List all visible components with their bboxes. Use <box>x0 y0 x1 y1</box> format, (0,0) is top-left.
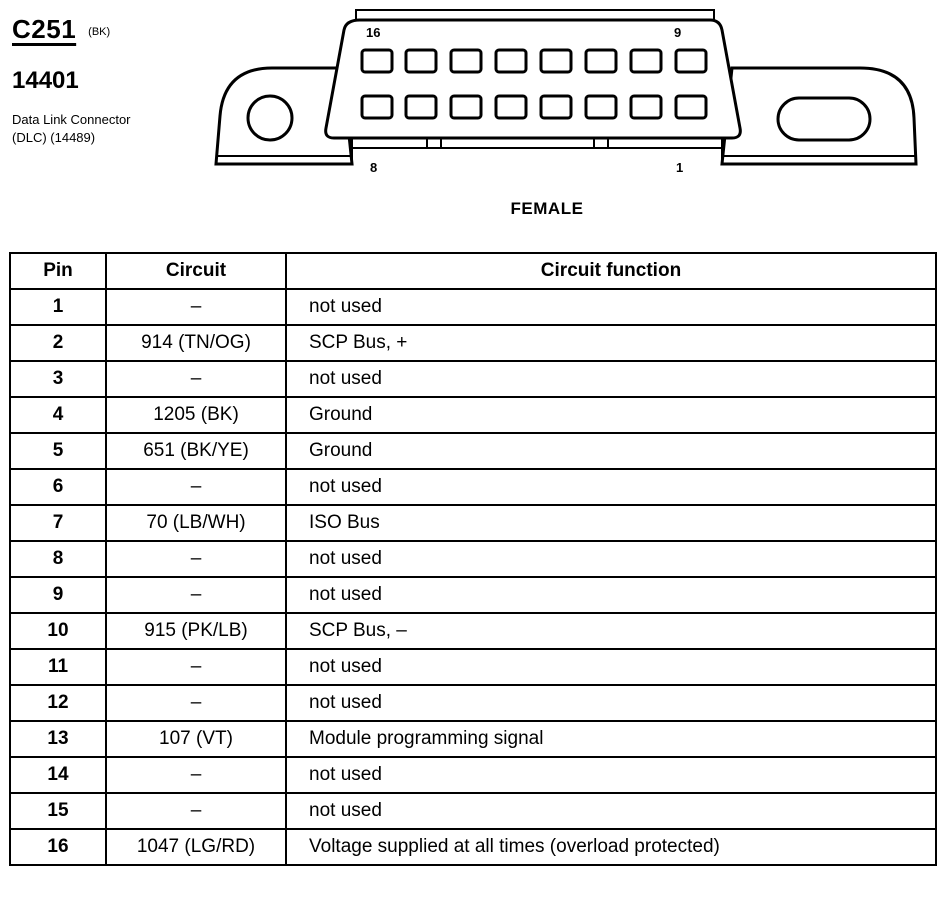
circuit: – <box>106 361 286 397</box>
left-mounting-hole <box>248 96 292 140</box>
pin-cavity <box>586 96 616 118</box>
table-row <box>10 325 936 361</box>
circuit-function: not used <box>286 361 936 397</box>
header-circuit: Circuit <box>106 253 286 289</box>
pin-label-bottom-left: 8 <box>370 160 378 175</box>
pin-label-bottom-right: 1 <box>676 160 684 175</box>
pin-number: 1 <box>10 289 106 325</box>
circuit-function: not used <box>286 793 936 829</box>
pin-number: 5 <box>10 433 106 469</box>
pin-cavity <box>406 50 436 72</box>
table-header-row <box>10 253 936 289</box>
circuit: – <box>106 757 286 793</box>
pin-number: 8 <box>10 541 106 577</box>
pin-cavity <box>362 96 392 118</box>
connector-id-line <box>12 14 212 45</box>
pin-cavity <box>406 96 436 118</box>
connector-header <box>12 14 212 147</box>
circuit: 70 (LB/WH) <box>106 505 286 541</box>
circuit: 915 (PK/LB) <box>106 613 286 649</box>
circuit: – <box>106 685 286 721</box>
description-line-1: Data Link Connector <box>12 112 131 127</box>
circuit: – <box>106 793 286 829</box>
pin-cavity <box>451 50 481 72</box>
circuit: 651 (BK/YE) <box>106 433 286 469</box>
pin-cavity <box>676 50 706 72</box>
table-row <box>10 469 936 505</box>
table-row <box>10 577 936 613</box>
table-row <box>10 721 936 757</box>
circuit: 1047 (LG/RD) <box>106 829 286 865</box>
pin-cavity <box>631 50 661 72</box>
table-row <box>10 361 936 397</box>
table-row <box>10 613 936 649</box>
connector-color: (BK) <box>88 26 111 38</box>
pin-number: 10 <box>10 613 106 649</box>
pin-cavity <box>631 96 661 118</box>
circuit: 1205 (BK) <box>106 397 286 433</box>
circuit: – <box>106 649 286 685</box>
header-circuit-function: Circuit function <box>286 253 936 289</box>
circuit-function: Ground <box>286 397 936 433</box>
circuit: – <box>106 577 286 613</box>
circuit: – <box>106 289 286 325</box>
table-row <box>10 397 936 433</box>
dlc-connector-diagram <box>214 6 920 192</box>
pin-number: 6 <box>10 469 106 505</box>
pin-cavity <box>541 50 571 72</box>
circuit: – <box>106 469 286 505</box>
description-line-2: (DLC) (14489) <box>12 130 96 145</box>
pin-cavity <box>362 50 392 72</box>
pin-number: 4 <box>10 397 106 433</box>
header-pin: Pin <box>10 253 106 289</box>
pin-number: 13 <box>10 721 106 757</box>
circuit-function: not used <box>286 541 936 577</box>
circuit-function: not used <box>286 469 936 505</box>
pin-number: 16 <box>10 829 106 865</box>
pin-number: 14 <box>10 757 106 793</box>
pin-number: 11 <box>10 649 106 685</box>
part-number: 14401 <box>12 67 79 94</box>
circuit: – <box>106 541 286 577</box>
table-row <box>10 541 936 577</box>
table-row <box>10 433 936 469</box>
circuit-function: SCP Bus, – <box>286 613 936 649</box>
circuit-function: Voltage supplied at all times (overload protected) <box>286 829 936 865</box>
table-row <box>10 829 936 865</box>
pin-number: 9 <box>10 577 106 613</box>
pin-number: 15 <box>10 793 106 829</box>
circuit-function: ISO Bus <box>286 505 936 541</box>
view-label: FEMALE <box>510 199 584 218</box>
table-row <box>10 757 936 793</box>
circuit-function: not used <box>286 757 936 793</box>
circuit: 107 (VT) <box>106 721 286 757</box>
right-mounting-slot <box>778 98 870 140</box>
circuit-function: not used <box>286 577 936 613</box>
pin-label-top-right: 9 <box>674 25 682 40</box>
pin-number: 2 <box>10 325 106 361</box>
circuit-function: SCP Bus, + <box>286 325 936 361</box>
pin-cavity <box>496 96 526 118</box>
pin-cavity <box>496 50 526 72</box>
table-row <box>10 289 936 325</box>
connector-description <box>12 111 212 147</box>
circuit-function: Ground <box>286 433 936 469</box>
circuit-function: Module programming signal <box>286 721 936 757</box>
circuit-function: not used <box>286 685 936 721</box>
pin-number: 12 <box>10 685 106 721</box>
table-row <box>10 649 936 685</box>
connector-id: C251 <box>12 14 77 44</box>
circuit-function: not used <box>286 289 936 325</box>
pin-number: 3 <box>10 361 106 397</box>
pin-cavity <box>541 96 571 118</box>
circuit-function: not used <box>286 649 936 685</box>
pin-cavity <box>451 96 481 118</box>
pin-cavity <box>586 50 616 72</box>
table-row <box>10 793 936 829</box>
pin-number: 7 <box>10 505 106 541</box>
table-row <box>10 505 936 541</box>
pinout-table <box>9 252 937 866</box>
table-row <box>10 685 936 721</box>
pin-cavity <box>676 96 706 118</box>
circuit: 914 (TN/OG) <box>106 325 286 361</box>
pin-label-top-left: 16 <box>366 25 381 40</box>
